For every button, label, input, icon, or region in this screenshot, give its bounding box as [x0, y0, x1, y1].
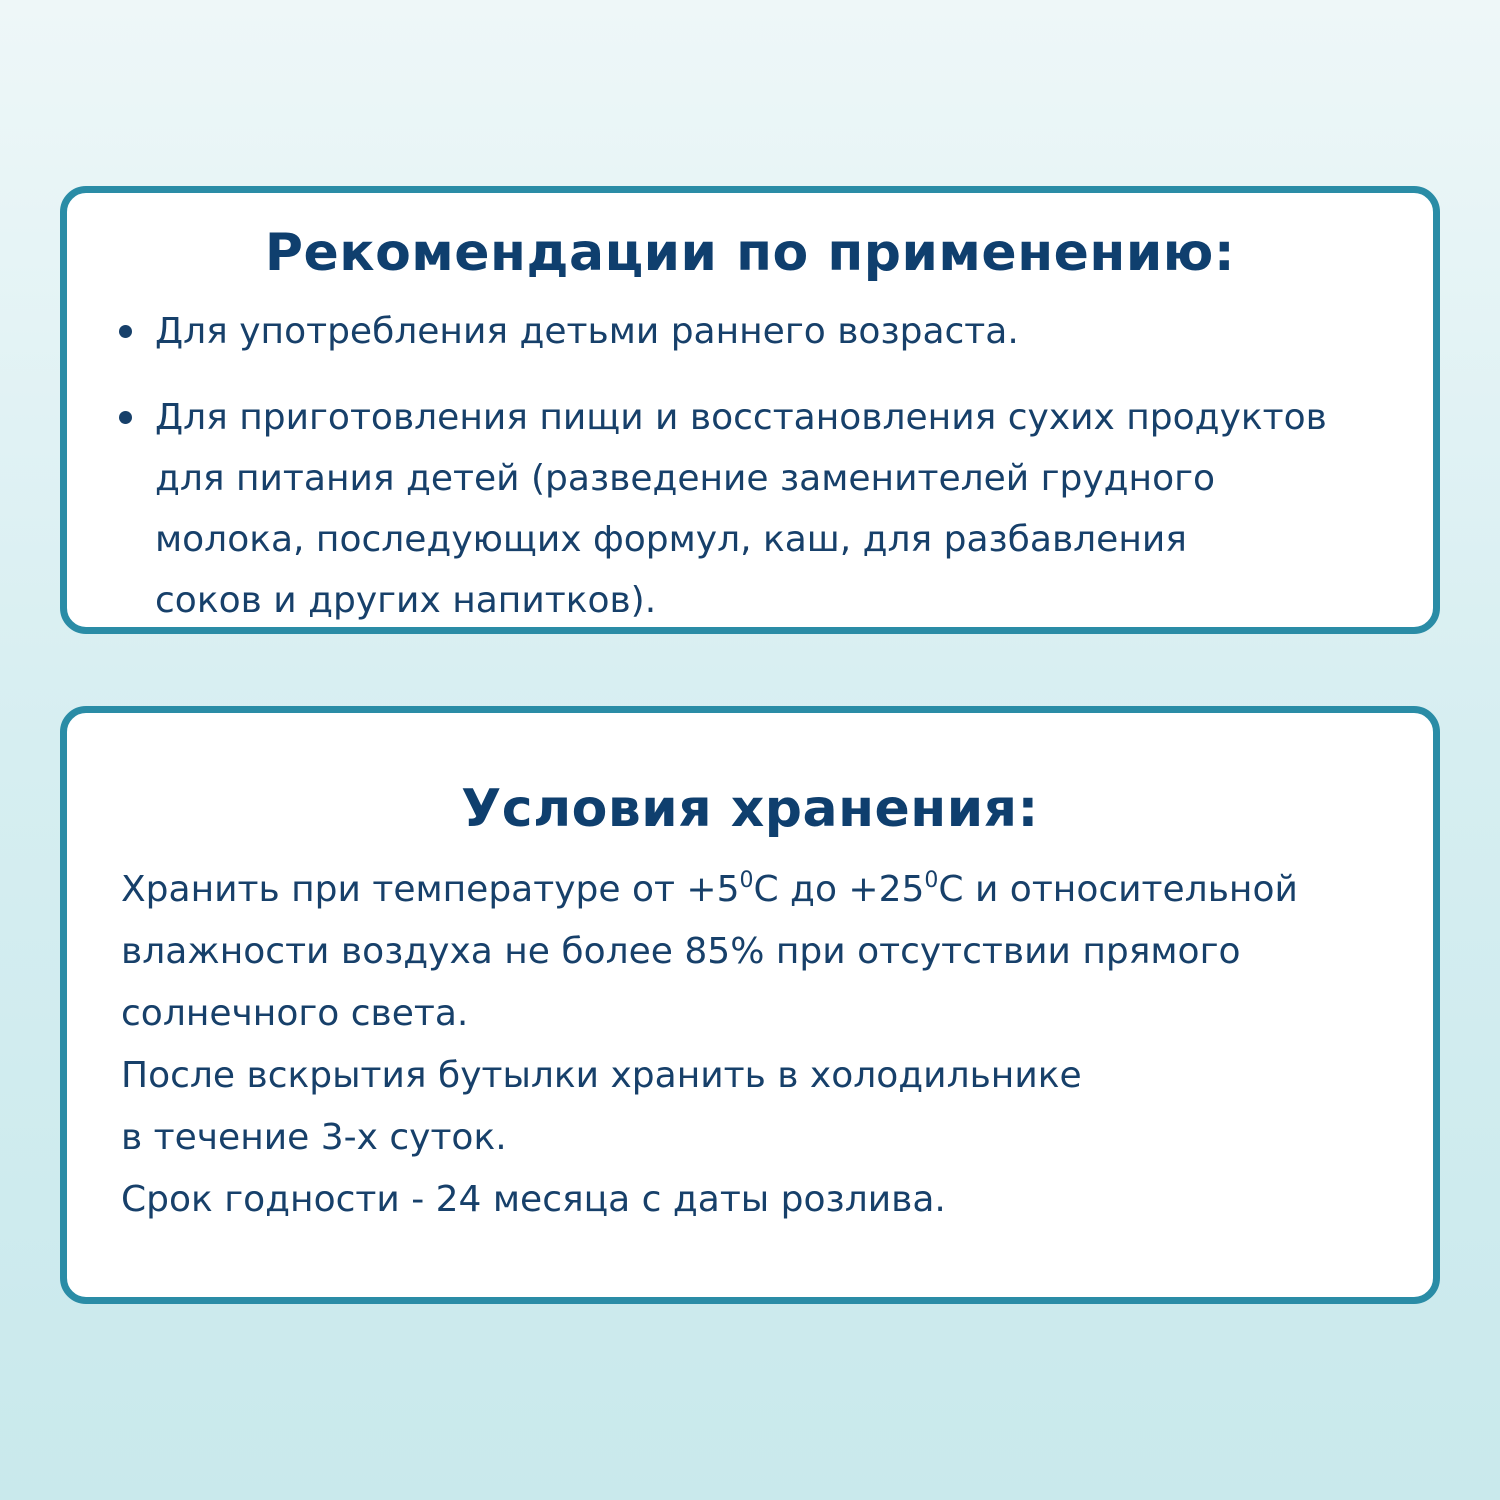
- usage-list: [117, 301, 1397, 631]
- storage-line-temperature: [121, 859, 1411, 921]
- storage-line-6: Срок годности - 24 месяца с даты розлива.: [121, 1179, 946, 1220]
- storage-text: [121, 859, 1411, 1231]
- degree-sup-1: 0: [739, 868, 754, 893]
- storage-line-2: влажности воздуха не более 85% при отсутствии прямого: [121, 931, 1241, 972]
- usage-title: Рекомендации по применению:: [264, 223, 1236, 283]
- bullet-dot-icon: [119, 411, 132, 424]
- storage-line-5: в течение 3-х суток.: [121, 1117, 507, 1158]
- storage-temp-part-2: С до +25: [753, 869, 925, 910]
- usage-item-2-line-1: Для приготовления пищи и восстановления сухих продуктов: [155, 397, 1327, 438]
- usage-item-2-line-2: для питания детей (разведение заменителей грудного: [155, 458, 1216, 499]
- storage-title: Условия хранения:: [461, 779, 1039, 839]
- storage-line-4: После вскрытия бутылки хранить в холодильнике: [121, 1055, 1082, 1096]
- storage-temp-part-1: Хранить при температуре от +5: [121, 869, 740, 910]
- usage-item-2-line-4: соков и других напитков).: [155, 580, 657, 621]
- usage-recommendations-card: [60, 186, 1440, 634]
- storage-temp-part-3: С и относительной: [938, 869, 1298, 910]
- usage-item-1: [117, 301, 1397, 362]
- usage-item-1-line-1: Для употребления детьми раннего возраста.: [155, 311, 1019, 352]
- usage-item-2-line-3: молока, последующих формул, каш, для разбавления: [155, 519, 1187, 560]
- storage-line-3: солнечного света.: [121, 993, 469, 1034]
- degree-sup-2: 0: [924, 868, 939, 893]
- storage-conditions-card: [60, 706, 1440, 1304]
- bullet-dot-icon: [119, 325, 132, 338]
- usage-item-2: [117, 387, 1397, 631]
